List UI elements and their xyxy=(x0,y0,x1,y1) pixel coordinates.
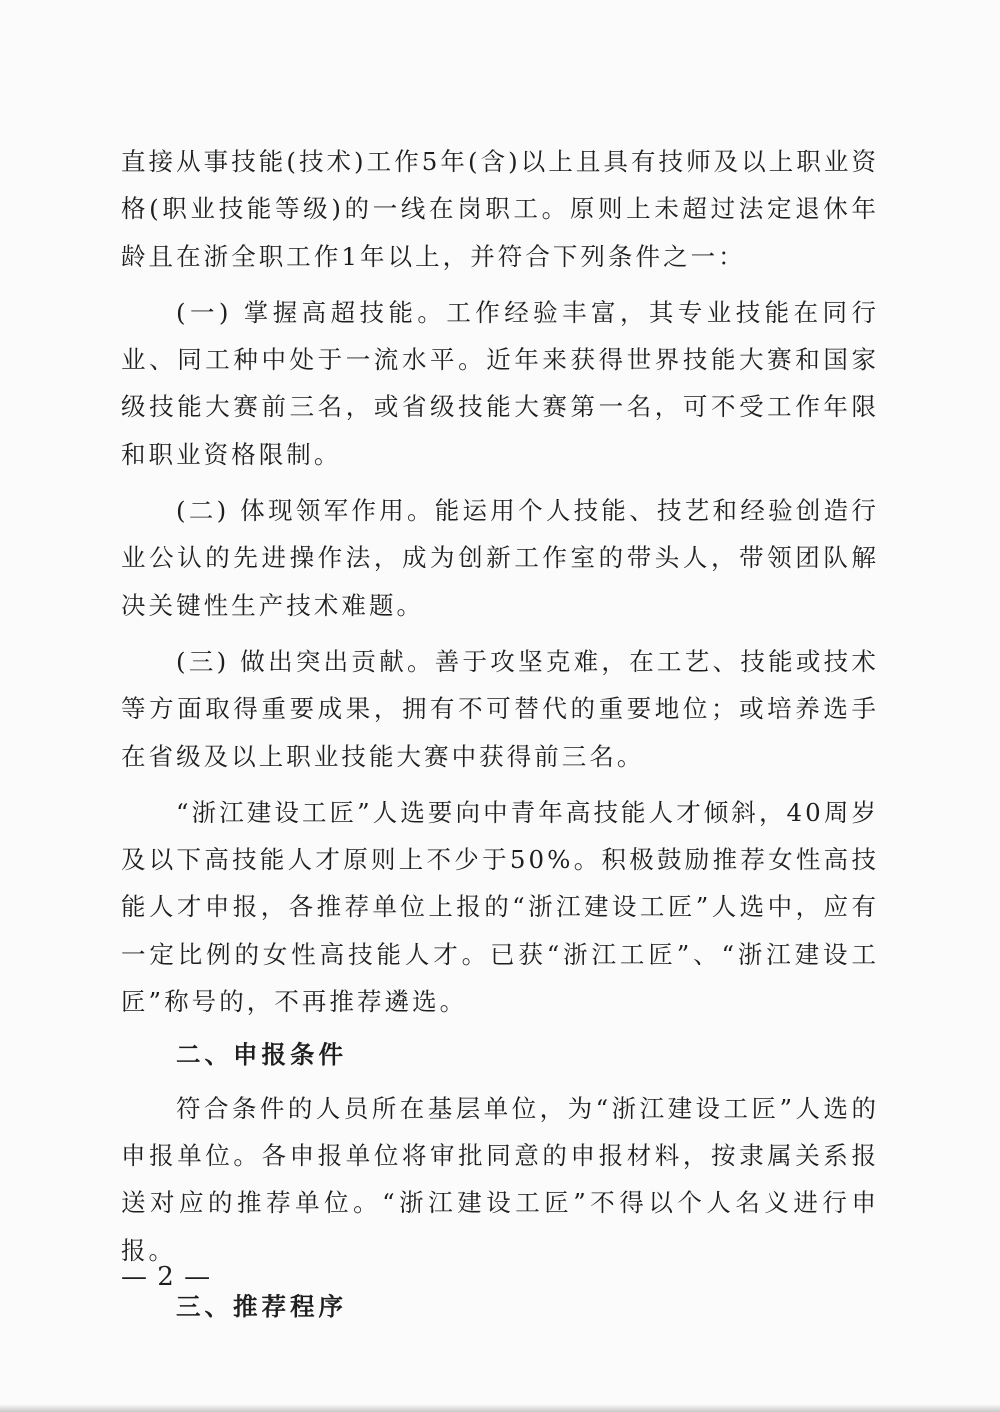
section-heading-application-conditions: 二、申报条件 xyxy=(176,1040,347,1070)
paragraph-condition-2: (二) 体现领军作用。能运用个人技能、技艺和经验创造行业公认的先进操作法，成为创新工作室的带头人，带领团队解决关键性生产技术难题。 xyxy=(121,496,879,620)
section-heading-recommendation-procedure: 三、推荐程序 xyxy=(176,1291,347,1321)
paragraph-application-unit: 符合条件的人员所在基层单位，为“浙江建设工匠”人选的申报单位。各申报单位将审批同意的申报材料，按隶属关系报送对应的推荐单位。“浙江建设工匠”不得以个人名义进行申报。 xyxy=(121,1093,879,1265)
paragraph-condition-3: (三) 做出突出贡献。善于攻坚克难，在工艺、技能或技术等方面取得重要成果，拥有不可替代的重要地位；或培养选手在省级及以上职业技能大赛中获得前三名。 xyxy=(121,646,879,771)
paragraph-selection-preference: “浙江建设工匠”人选要向中青年高技能人才倾斜，40周岁及以下高技能人才原则上不少于50%。积极鼓励推荐女性高技能人才申报，各推荐单位上报的“浙江建设工匠”人选中，应有一定比例的女性高技能人才。已获“浙江工匠”、“浙江建设工匠”称号的，不再推荐遴选。 xyxy=(121,797,879,1017)
paragraph-eligibility-intro: 直接从事技能(技术)工作5年(含)以上且具有技师及以上职业资格(职业技能等级)的一线在岗职工。原则上未超过法定退休年龄且在浙全职工作1年以上，并符合下列条件之一： xyxy=(121,147,879,271)
page-bottom-edge xyxy=(0,1404,1000,1412)
paragraph-condition-1: (一) 掌握高超技能。工作经验丰富，其专业技能在同行业、同工种中处于一流水平。近年来获得世界技能大赛和国家级技能大赛前三名，或省级技能大赛第一名，可不受工作年限和职业资格限制。 xyxy=(121,297,879,469)
page-number: — 2 — xyxy=(121,1262,212,1292)
